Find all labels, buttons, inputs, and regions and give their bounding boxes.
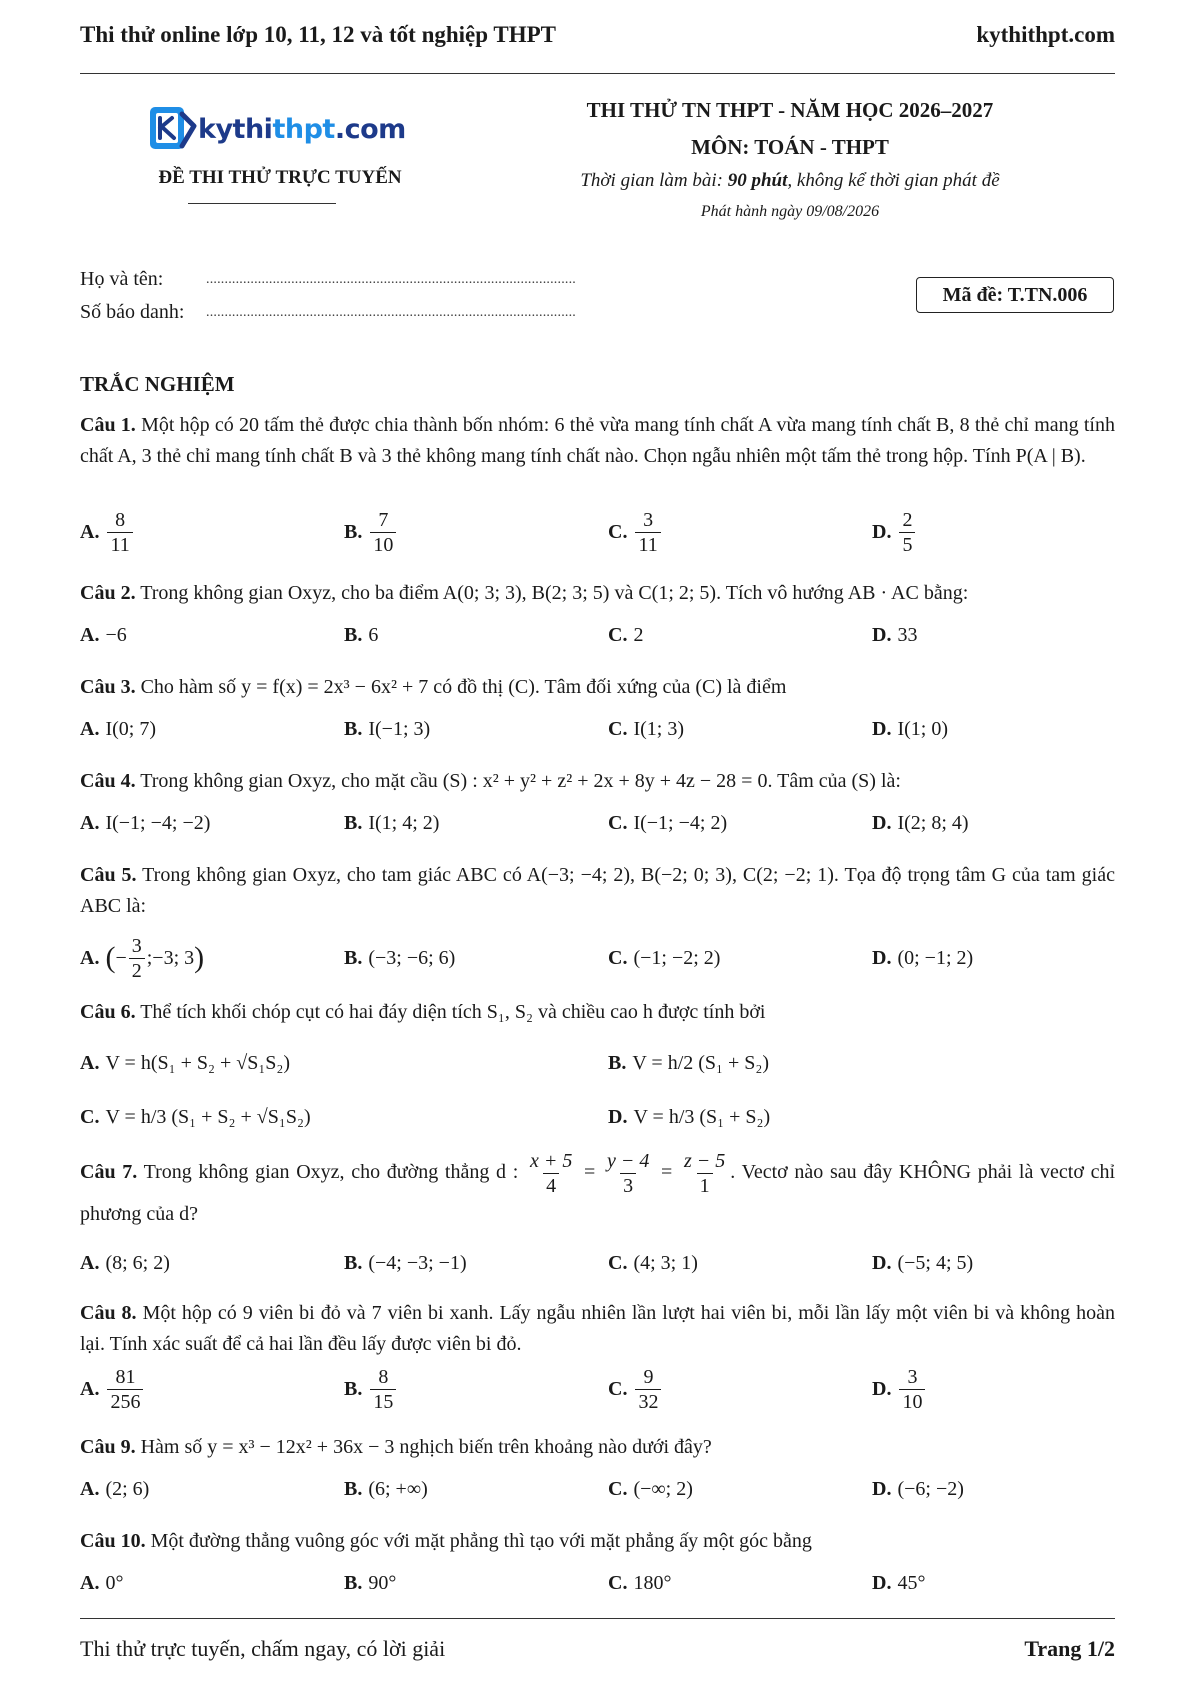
question-number: Câu 7.	[80, 1161, 138, 1184]
numerator: 8	[115, 508, 126, 531]
option-label: D.	[872, 520, 892, 543]
option-label: A.	[80, 946, 100, 969]
paren-close: )	[194, 941, 205, 974]
fraction	[107, 1366, 143, 1413]
question-text: Trong không gian Oxyz, cho mặt cầu (S) : x² + y² + z² + 2x + 8y + 4z − 28 = 0. Tâm của (S) là:	[140, 770, 901, 792]
denominator: 4	[543, 1173, 559, 1197]
option-label: B.	[344, 717, 363, 740]
option-label: B.	[344, 1571, 363, 1594]
page-header	[80, 22, 1115, 48]
option-value: I(1; 4; 2)	[368, 811, 440, 834]
option-a[interactable]	[80, 507, 135, 557]
option-label: D.	[872, 717, 892, 740]
question-4	[80, 766, 1115, 797]
question-number: Câu 4.	[80, 770, 136, 792]
question-number: Câu 2.	[80, 582, 136, 604]
option-value: V = h(S₁ + S₂ + √S₁S₂)	[105, 1051, 291, 1074]
option-label: D.	[872, 946, 892, 969]
exam-date: Phát hành ngày 09/08/2026	[700, 203, 880, 220]
numerator: 7	[378, 508, 389, 531]
question-8	[80, 1298, 1115, 1360]
question-number: Câu 6.	[80, 1001, 136, 1023]
option-label: C.	[608, 811, 628, 834]
exam-subject: MÔN: TOÁN - THPT	[691, 135, 889, 159]
question-text-tail: . Vectơ nào sau đây KHÔNG phải là vectơ chỉ phương của d?	[80, 1161, 1116, 1225]
numerator: 81	[115, 1365, 136, 1388]
option-value: (2; 6)	[105, 1477, 150, 1500]
option-value: (−3; −6; 6)	[368, 946, 456, 969]
denominator: 256	[107, 1389, 143, 1413]
fraction	[370, 509, 396, 556]
option-value: I(2; 8; 4)	[897, 811, 969, 834]
question-text: Cho hàm số y = f(x) = 2x³ − 6x² + 7 có đồ thị (C). Tâm đối xứng của (C) là điểm	[140, 676, 787, 698]
option-a[interactable]	[80, 930, 204, 986]
options-q8	[80, 1364, 1115, 1414]
question-number: Câu 9.	[80, 1436, 136, 1458]
option-c[interactable]	[608, 507, 663, 557]
line-fraction-x	[527, 1150, 575, 1197]
options-q6-row1	[80, 1036, 1115, 1090]
online-exam-subtitle: ĐỀ THI THỬ TRỰC TUYẾN	[158, 167, 402, 188]
numerator: y − 4	[606, 1150, 650, 1172]
fraction	[107, 509, 132, 556]
denominator: 5	[899, 532, 915, 556]
fraction	[899, 509, 915, 556]
option-d[interactable]	[872, 1464, 964, 1514]
option-value: (6; +∞)	[368, 1477, 428, 1500]
option-label: A.	[80, 1377, 100, 1400]
id-label: Số báo danh:	[80, 301, 185, 323]
option-a[interactable]	[80, 704, 156, 754]
option-label: B.	[344, 1377, 363, 1400]
question-text: Một hộp có 20 tấm thẻ được chia thành bốn nhóm: 6 thẻ vừa mang tính chất A vừa mang tính chất B, 8 thẻ chỉ mang tính chất A, 3 thẻ chỉ mang tính chất B và 3 thẻ không mang tính chất nào. Chọn ngẫu nhiên một tấm thẻ trong hộp. Tính P(A | B).	[80, 414, 1115, 467]
option-c[interactable]	[608, 704, 684, 754]
option-a[interactable]	[80, 798, 210, 848]
denominator: 11	[635, 532, 660, 556]
option-value: 45°	[897, 1571, 926, 1594]
denominator: 3	[620, 1173, 636, 1197]
option-value: I(−1; 3)	[368, 717, 431, 740]
footer-left-text: Thi thử trực tuyến, chấm ngay, có lời giải	[80, 1636, 446, 1661]
logo-wordmark	[198, 114, 406, 145]
option-label: C.	[608, 623, 628, 646]
numerator: 2	[902, 508, 913, 531]
option-a[interactable]	[80, 1558, 123, 1608]
paren-open: (	[105, 941, 116, 974]
option-d[interactable]	[872, 798, 969, 848]
question-number: Câu 3.	[80, 676, 136, 698]
question-text: Một đường thẳng vuông góc với mặt phẳng thì tạo với mặt phẳng ấy một góc bằng	[150, 1530, 812, 1552]
option-d[interactable]	[872, 610, 917, 660]
option-label: C.	[608, 520, 628, 543]
minus-sign: −	[115, 946, 127, 969]
option-a[interactable]	[80, 1364, 145, 1414]
options-q6-row2	[80, 1090, 1115, 1144]
option-label: D.	[872, 1477, 892, 1500]
option-a[interactable]	[80, 610, 127, 660]
option-label: C.	[608, 1377, 628, 1400]
option-label: C.	[608, 946, 628, 969]
denominator: 10	[370, 532, 396, 556]
option-label: B.	[344, 520, 363, 543]
option-b[interactable]	[344, 704, 430, 754]
time-prefix: Thời gian làm bài:	[580, 170, 728, 191]
question-number: Câu 5.	[80, 864, 137, 886]
option-c[interactable]	[608, 610, 643, 660]
option-value: V = h/2 (S₁ + S₂)	[632, 1051, 770, 1074]
fraction	[370, 1366, 396, 1413]
option-b[interactable]	[344, 507, 398, 557]
question-2	[80, 578, 1115, 609]
option-label: B.	[344, 1477, 363, 1500]
option-label: D.	[872, 1251, 892, 1274]
option-d[interactable]	[872, 930, 973, 986]
time-value: 90 phút	[727, 170, 788, 191]
question-text: Một hộp có 9 viên bi đỏ và 7 viên bi xanh. Lấy ngẫu nhiên lần lượt hai viên bi, mỗi lần lấy một viên bi và không hoàn lại. Tính xác suất để cả hai lần đều lấy được viên bi đỏ.	[80, 1302, 1115, 1355]
numerator: 3	[643, 508, 654, 531]
option-value: V = h/3 (S₁ + S₂)	[633, 1105, 771, 1128]
option-label: B.	[344, 623, 363, 646]
option-b[interactable]	[344, 1558, 396, 1608]
option-label: C.	[608, 1477, 628, 1500]
fraction	[899, 1366, 925, 1413]
option-value: (0; −1; 2)	[897, 946, 974, 969]
option-value: (−4; −3; −1)	[368, 1251, 467, 1274]
option-b[interactable]	[344, 610, 378, 660]
options-q2	[80, 610, 1115, 660]
option-c[interactable]	[608, 1364, 663, 1414]
id-field[interactable]: ....................................................................................................	[206, 305, 576, 320]
option-b[interactable]	[608, 1036, 769, 1090]
option-value: (−∞; 2)	[633, 1477, 693, 1500]
denominator: 15	[370, 1389, 396, 1413]
option-value: 0°	[105, 1571, 124, 1594]
question-1	[80, 410, 1115, 472]
option-label: B.	[608, 1051, 627, 1074]
option-a[interactable]	[80, 1036, 290, 1090]
question-10	[80, 1526, 1115, 1557]
denominator: 2	[129, 958, 145, 982]
options-q3	[80, 704, 1115, 754]
options-q4	[80, 798, 1115, 848]
option-b[interactable]	[344, 1464, 428, 1514]
option-c[interactable]	[608, 930, 720, 986]
option-value: (−1; −2; 2)	[633, 946, 721, 969]
option-b[interactable]	[344, 1238, 467, 1288]
option-label: A.	[80, 1251, 100, 1274]
page-number: Trang 1/2	[1024, 1636, 1115, 1661]
logo-part-2: thpt	[272, 113, 335, 145]
option-d[interactable]	[608, 1090, 770, 1144]
option-label: B.	[344, 946, 363, 969]
question-5	[80, 860, 1115, 922]
denominator: 10	[899, 1389, 925, 1413]
options-q10	[80, 1558, 1115, 1608]
option-c[interactable]	[608, 1238, 698, 1288]
option-b[interactable]	[344, 1364, 398, 1414]
numerator: 8	[378, 1365, 389, 1388]
question-text: Trong không gian Oxyz, cho ba điểm A(0; 3; 3), B(2; 3; 5) và C(1; 2; 5). Tích vô hướng AB · AC bằng:	[140, 582, 969, 604]
option-label: A.	[80, 1571, 100, 1594]
option-label: A.	[80, 1477, 100, 1500]
denominator: 1	[697, 1173, 713, 1197]
option-value: I(1; 3)	[633, 717, 684, 740]
options-q5	[80, 930, 1115, 986]
question-6	[80, 997, 1115, 1028]
kythi-logo-icon	[148, 104, 198, 154]
option-d[interactable]	[872, 1238, 973, 1288]
question-number: Câu 10.	[80, 1530, 146, 1552]
fraction	[129, 935, 145, 982]
option-label: A.	[80, 520, 100, 543]
logo-part-3: .com	[334, 113, 406, 145]
option-value: I(−1; −4; −2)	[105, 811, 211, 834]
option-c[interactable]	[608, 1558, 671, 1608]
header-site-link[interactable]: kythithpt.com	[976, 22, 1115, 47]
option-value: −3; 3	[152, 946, 195, 969]
fraction	[635, 1366, 661, 1413]
question-number: Câu 1.	[80, 414, 136, 436]
denominator: 32	[635, 1389, 661, 1413]
option-label: C.	[608, 1251, 628, 1274]
option-value: 6	[368, 623, 379, 646]
section-title: TRẮC NGHIỆM	[80, 372, 235, 396]
question-3	[80, 672, 1115, 703]
options-q7	[80, 1238, 1115, 1288]
option-value: (4; 3; 1)	[633, 1251, 698, 1274]
option-value: (8; 6; 2)	[105, 1251, 170, 1274]
semicolon: ;	[146, 946, 153, 969]
option-label: A.	[80, 811, 100, 834]
options-q1	[80, 507, 1115, 557]
site-logo[interactable]	[148, 104, 406, 154]
exam-page	[80, 0, 1115, 1684]
exam-code-box: Mã đề: T.TN.006	[916, 277, 1114, 313]
question-9	[80, 1432, 1115, 1463]
header-left-text: Thi thử online lớp 10, 11, 12 và tốt nghiệp THPT	[80, 22, 556, 47]
option-label: D.	[872, 1571, 892, 1594]
option-d[interactable]	[872, 1558, 925, 1608]
fraction	[635, 509, 660, 556]
option-label: A.	[80, 623, 100, 646]
option-value: I(1; 0)	[897, 717, 948, 740]
option-value: 180°	[633, 1571, 672, 1594]
option-c[interactable]	[608, 798, 727, 848]
option-value: (−6; −2)	[897, 1477, 964, 1500]
option-value: V = h/3 (S₁ + S₂ + √S₁S₂)	[105, 1105, 311, 1128]
denominator: 11	[107, 532, 132, 556]
option-label: C.	[80, 1105, 100, 1128]
question-text: Trong không gian Oxyz, cho đường thẳng d :	[143, 1161, 519, 1184]
option-b[interactable]	[344, 930, 455, 986]
option-value: 33	[897, 623, 918, 646]
question-text: Hàm số y = x³ − 12x² + 36x − 3 nghịch biến trên khoảng nào dưới đây?	[140, 1436, 712, 1458]
numerator: 3	[907, 1365, 918, 1388]
option-d[interactable]	[872, 507, 917, 557]
option-label: D.	[872, 623, 892, 646]
option-c[interactable]	[80, 1090, 311, 1144]
question-7: Câu 7. Trong không gian Oxyz, cho đường thẳng d : $\frac{x + 5}{4}$ = $\frac{y - 4}{3}$ = $\frac{z - 5}{1}$ . Vectơ nào sau đây KHÔNG phải là vectơ chỉ phương của d?	[80, 1150, 1116, 1225]
option-label: B.	[344, 811, 363, 834]
option-label: D.	[608, 1105, 628, 1128]
option-value: −6	[105, 623, 127, 646]
option-label: B.	[344, 1251, 363, 1274]
exam-title: THI THỬ TN THPT - NĂM HỌC 2026–2027	[586, 98, 994, 122]
option-label: D.	[872, 1377, 892, 1400]
numerator: x + 5	[529, 1150, 573, 1172]
numerator: 9	[643, 1365, 654, 1388]
numerator: 3	[131, 934, 142, 957]
question-text: Trong không gian Oxyz, cho tam giác ABC có A(−3; −4; 2), B(−2; 0; 3), C(2; −2; 1). Tọa độ trọng tâm G của tam giác ABC là:	[80, 864, 1115, 917]
question-text: Thể tích khối chóp cụt có hai đáy diện tích S₁, S₂ và chiều cao h được tính bởi	[140, 1001, 766, 1023]
header-divider	[80, 73, 1115, 74]
numerator: z − 5	[684, 1150, 726, 1172]
page-footer	[80, 1636, 1115, 1662]
name-label: Họ và tên:	[80, 268, 164, 290]
line-fraction-z	[681, 1150, 728, 1197]
name-field[interactable]: ....................................................................................................	[206, 272, 576, 287]
logo-part-1: kythi	[198, 113, 273, 145]
option-b[interactable]	[344, 798, 439, 848]
option-label: D.	[872, 811, 892, 834]
subtitle-underline	[188, 203, 336, 204]
question-number: Câu 8.	[80, 1302, 137, 1324]
option-label: A.	[80, 717, 100, 740]
options-q9	[80, 1464, 1115, 1514]
option-label: C.	[608, 717, 628, 740]
option-value: I(0; 7)	[105, 717, 156, 740]
footer-divider	[80, 1618, 1115, 1619]
option-a[interactable]	[80, 1238, 170, 1288]
option-a[interactable]	[80, 1464, 149, 1514]
time-suffix: , không kể thời gian phát đề	[787, 170, 1000, 191]
option-d[interactable]	[872, 1364, 927, 1414]
option-label: C.	[608, 1571, 628, 1594]
option-value: 90°	[368, 1571, 397, 1594]
option-d[interactable]	[872, 704, 948, 754]
option-value: I(−1; −4; 2)	[633, 811, 728, 834]
line-fraction-y	[604, 1150, 652, 1197]
exam-time	[540, 170, 1040, 192]
option-value: 2	[633, 623, 644, 646]
option-label: A.	[80, 1051, 100, 1074]
option-c[interactable]	[608, 1464, 693, 1514]
option-value: (−5; 4; 5)	[897, 1251, 974, 1274]
